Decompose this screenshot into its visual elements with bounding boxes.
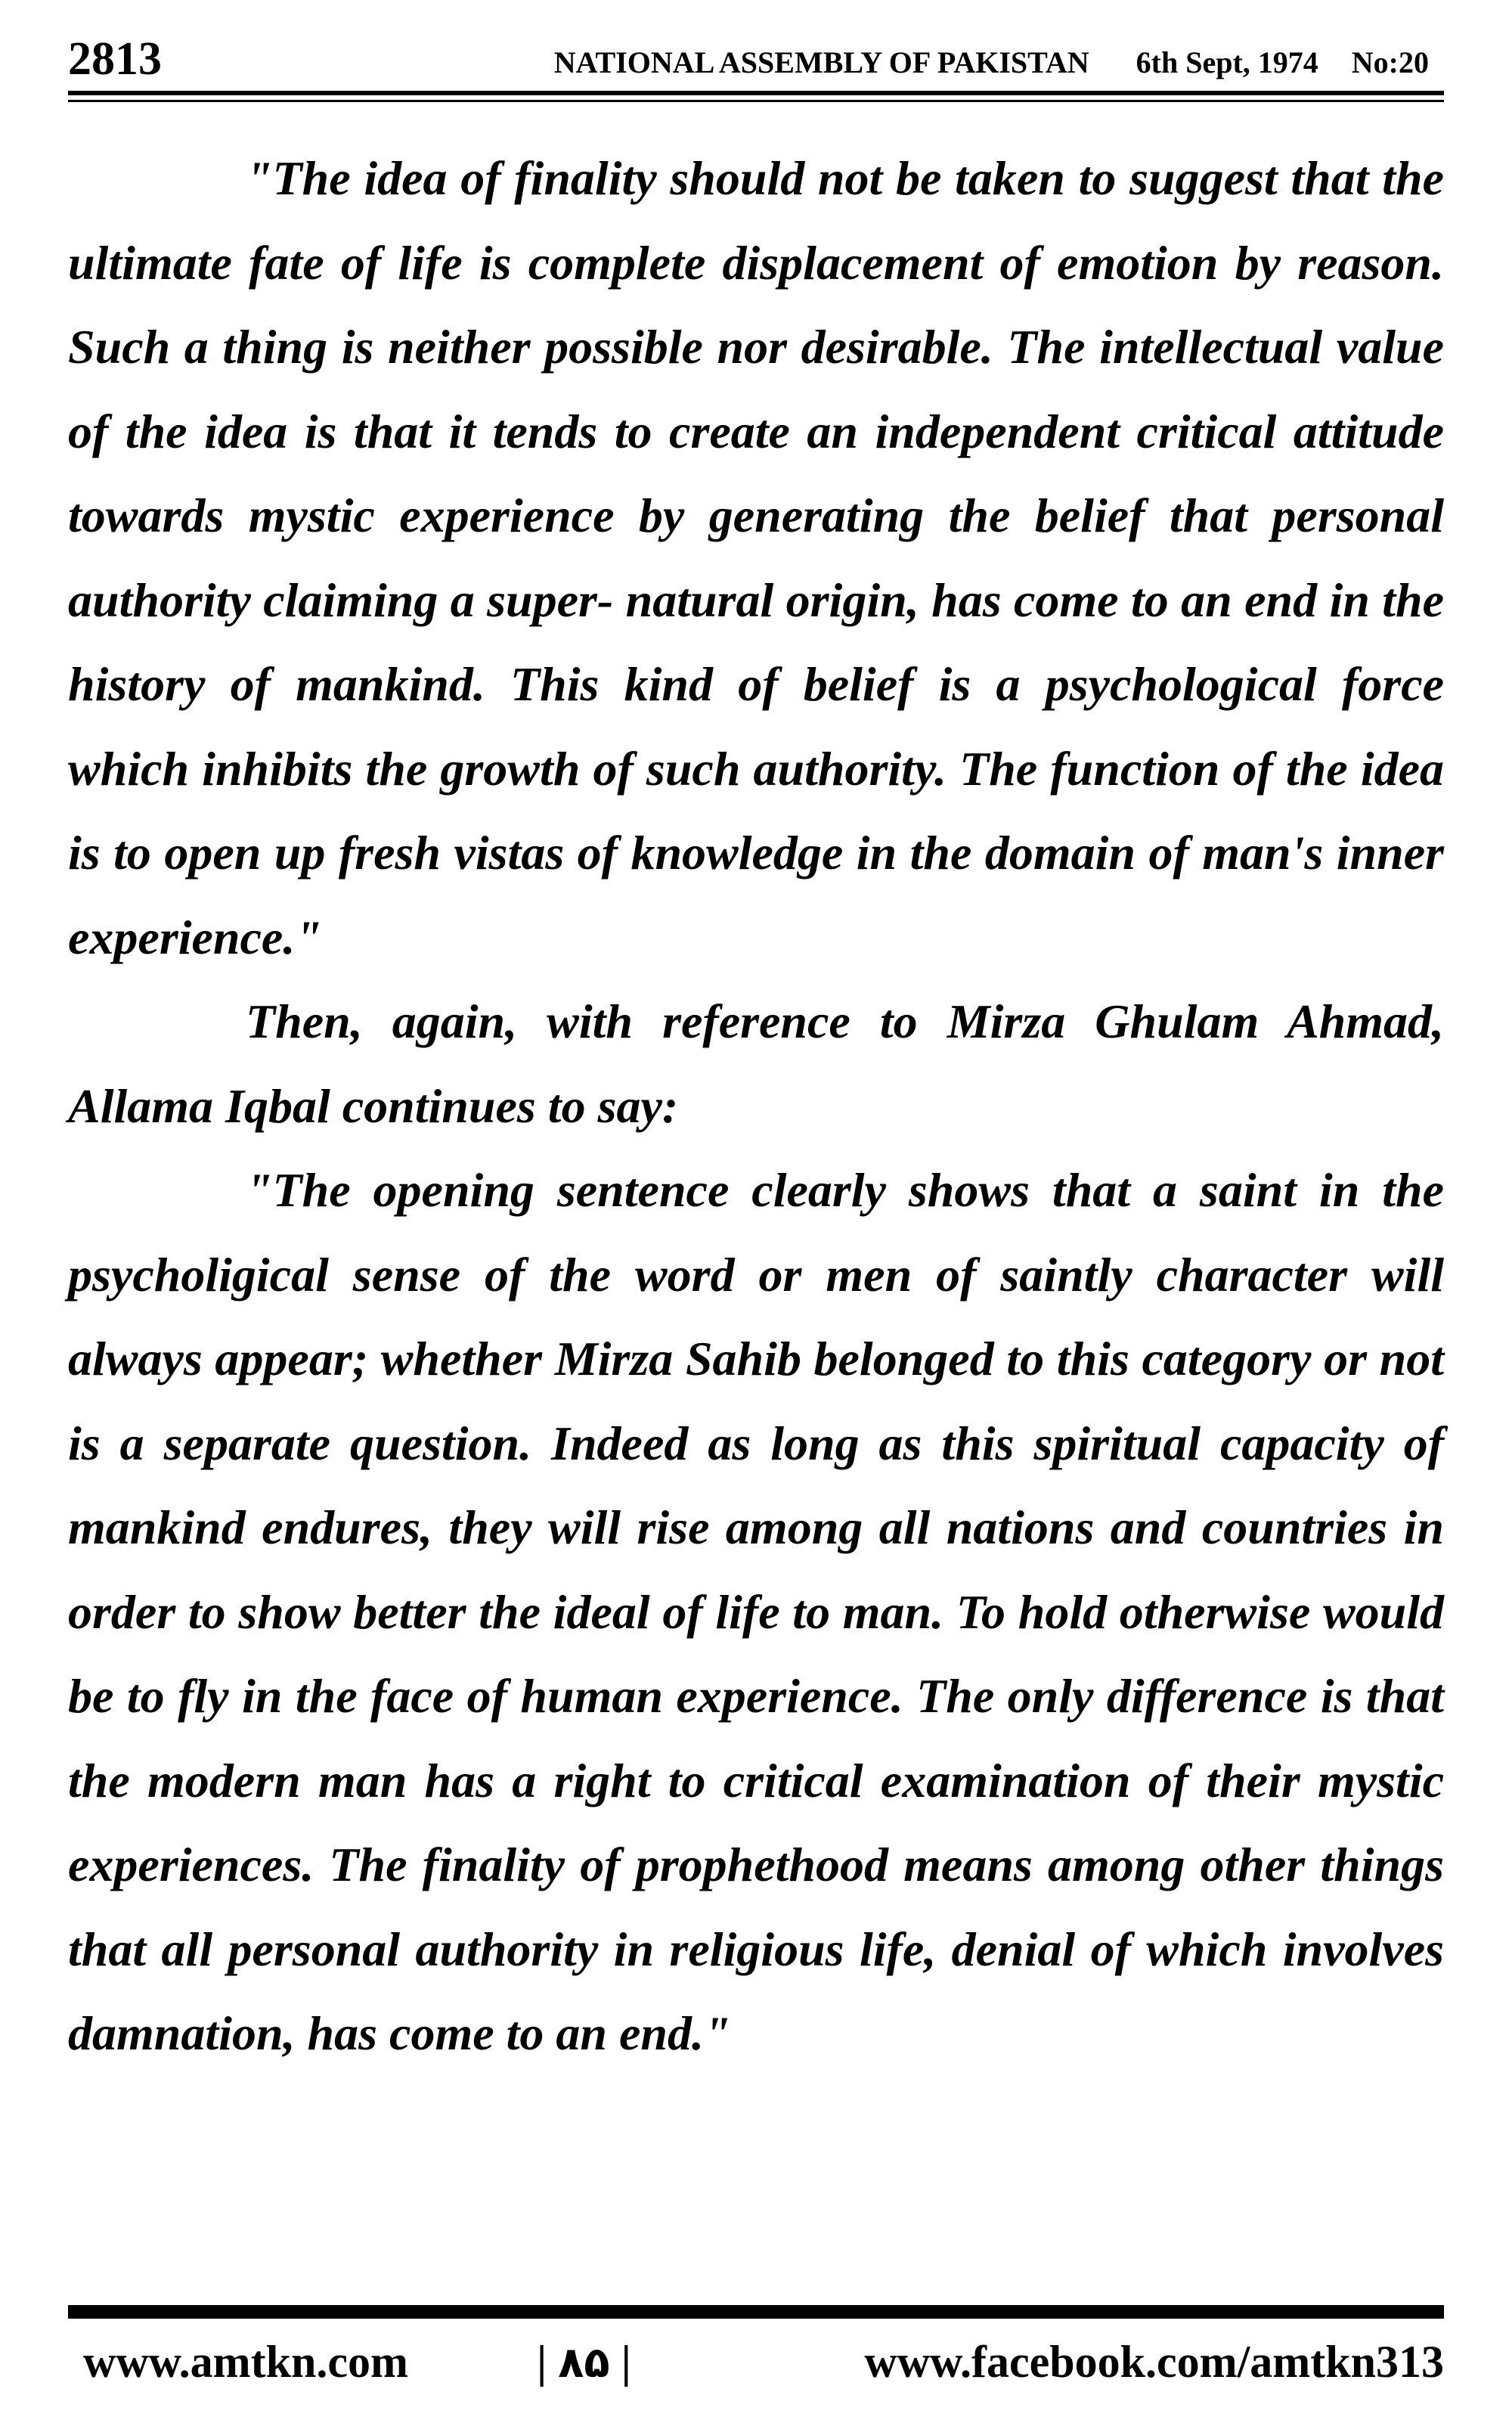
- page-header: [68, 29, 1444, 89]
- footer-facebook-link[interactable]: www.facebook.com/amtkn313: [864, 2337, 1444, 2387]
- header-divider-thick: [68, 91, 1444, 95]
- footer-urdu-page-number: ۸۵: [558, 2338, 610, 2387]
- paragraph-quote-1: "The idea of finality should not be taken to suggest that the ultimate fate of life is complete displacement of emotion by reason. Such a thing is neither possible nor desirable. The intellectual value of the idea is that it tends to create an independent critical attitude towards mystic experience by generating the belief that personal authority claiming a super- natural origin, has come to an end in the history of mankind. This kind of belief is a psychological force which inhibits the growth of such authority. The function of the idea is to open up fresh vistas of knowledge in the domain of man's inner experience.": [68, 151, 1444, 964]
- footer-website-link[interactable]: www.amtkn.com: [83, 2337, 408, 2387]
- footer-page-marker: [537, 2328, 631, 2397]
- footer-divider: [68, 2305, 1444, 2319]
- paragraph-transition: Then, again, with reference to Mirza Ghulam Ahmad, Allama Iqbal continues to say:: [68, 994, 1444, 1133]
- pipe-separator-left: |: [537, 2337, 547, 2387]
- header-divider-thin: [68, 100, 1444, 102]
- issue-number: No:20: [1351, 45, 1429, 79]
- pipe-separator-right: |: [621, 2337, 631, 2387]
- paragraph-quote-2: "The opening sentence clearly shows that a saint in the psycholigical sense of the word or men of saintly character will always appear; whether Mirza Sahib belonged to this category or not is a separate question. Indeed as long as this spiritual capacity of mankind endures, they will rise among all nations and countries in order to show better the ideal of life to man. To hold otherwise would be to fly in the face of human experience. The only difference is that the modern man has a right to critical examination of their mystic experiences. The finality of prophethood means among other things that all personal authority in religious life, denial of which involves damnation, has come to an end.": [68, 1163, 1444, 2060]
- page-footer: [68, 2328, 1444, 2396]
- page-number: 2813: [68, 33, 162, 85]
- header-info: [554, 36, 1429, 89]
- assembly-name: NATIONAL ASSEMBLY OF PAKISTAN: [553, 45, 1089, 79]
- body-text: [68, 136, 1444, 2076]
- session-date: 6th Sept, 1974: [1136, 45, 1318, 79]
